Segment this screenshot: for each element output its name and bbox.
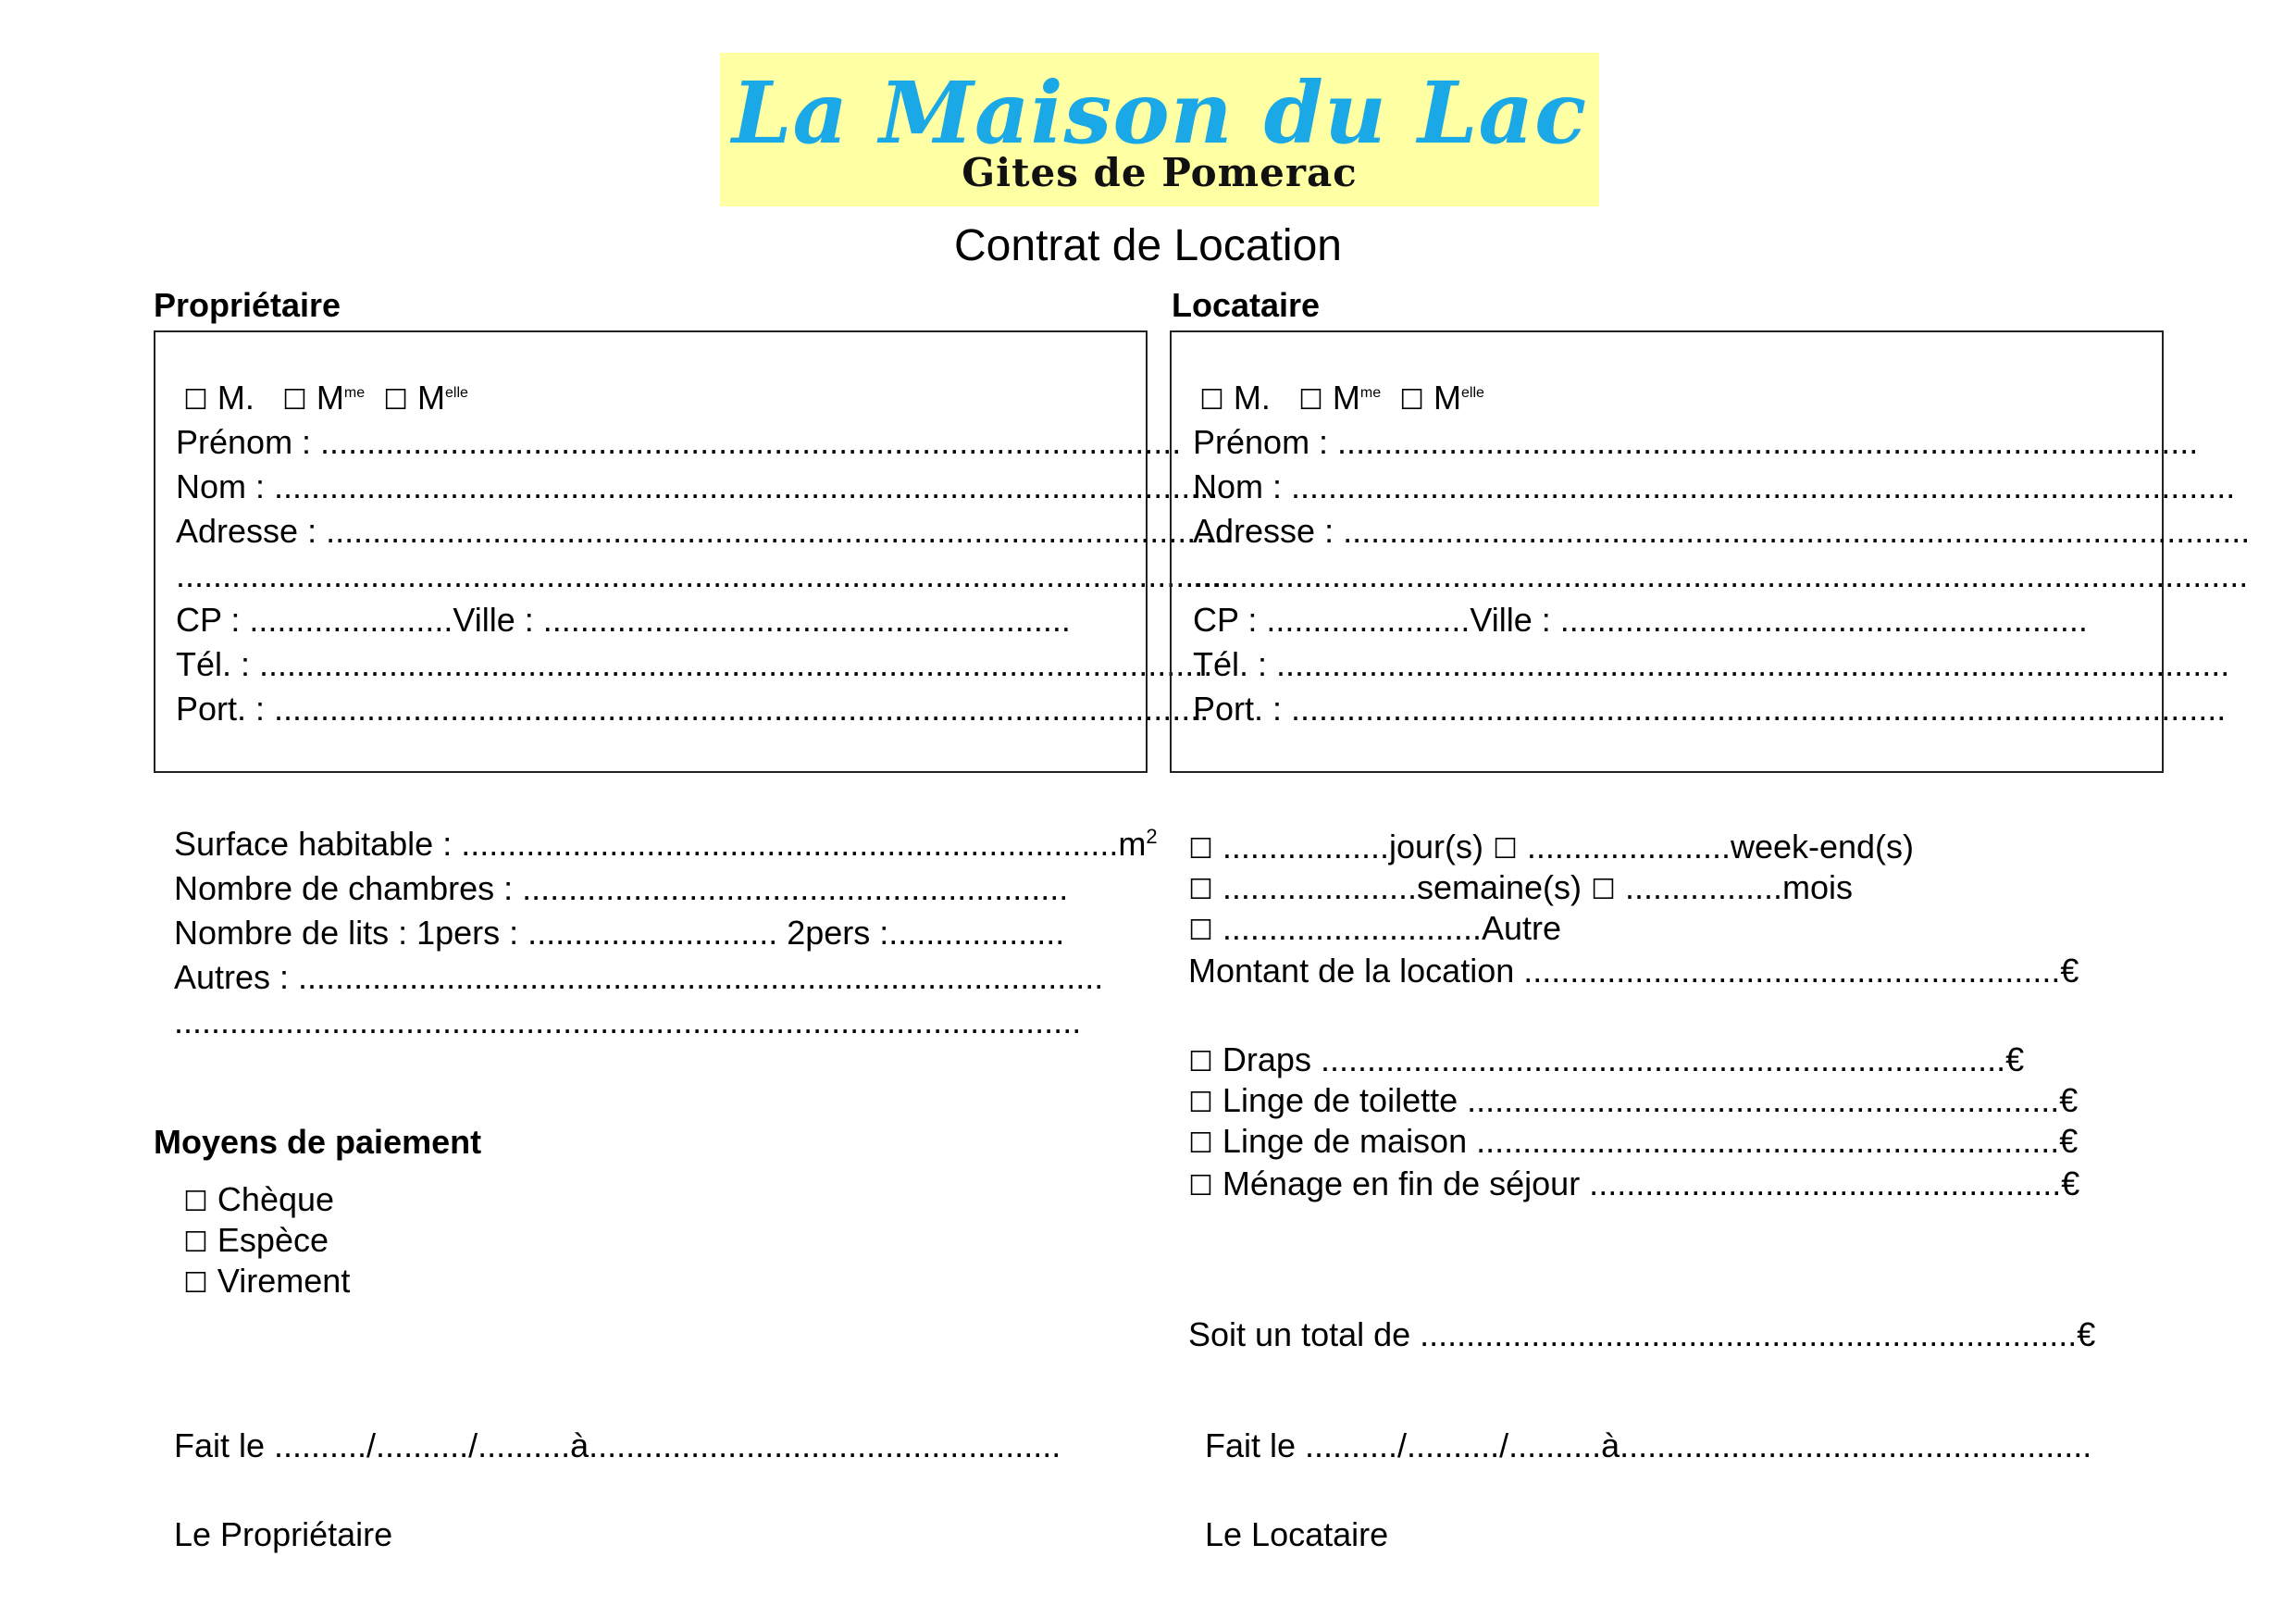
checkbox-virement[interactable]: ☐ — [183, 1267, 208, 1300]
duration-weekends-field[interactable]: ......................week-end(s) — [1526, 828, 1915, 866]
duration-mois-field[interactable]: .................mois — [1624, 868, 1853, 906]
checkbox-m-owner[interactable]: ☐ — [183, 384, 208, 417]
owner-adresse-field[interactable]: Adresse : .................................................................................................. — [176, 512, 1234, 550]
payment-option-label: Espèce — [217, 1221, 329, 1259]
checkbox-autre[interactable]: ☐ — [1188, 915, 1213, 947]
owner-tel-field[interactable]: Tél. : ....................................................................................................... — [176, 645, 1213, 683]
civility-mme-label: $M^{me}$ — [316, 379, 366, 417]
montant-field[interactable]: Montant de la location ..........................................................€ — [1188, 952, 2079, 990]
tenant-civility — [1199, 378, 1484, 421]
chambres-field[interactable]: Nombre de chambres : ........................................................... — [174, 869, 1069, 907]
owner-civility — [183, 378, 468, 421]
payment-section-title: Moyens de paiement — [154, 1123, 482, 1161]
owner-prenom-field[interactable]: Prénom : ............................................................................................. — [176, 423, 1182, 461]
tenant-adresse2-field[interactable]: .................................................................................................................. — [1193, 556, 2249, 594]
checkbox-mme-tenant[interactable]: ☐ — [1297, 384, 1323, 417]
civility-melle-label: $M^{elle}$ — [1433, 379, 1484, 417]
checkbox-mois[interactable]: ☐ — [1591, 874, 1616, 906]
checkbox-linge-toilette[interactable]: ☐ — [1188, 1087, 1213, 1119]
civility-mme-label: $M^{me}$ — [1332, 379, 1382, 417]
tenant-fait-le-field[interactable]: Fait le ........../........../..........à................................................... — [1205, 1426, 2092, 1464]
autres-field[interactable]: Autres : ....................................................................................... — [174, 958, 1104, 996]
brand-title: La Maison du Lac — [731, 63, 1588, 163]
surface-field[interactable]: Surface habitable : $.......................................................................m^2$ — [174, 825, 1158, 863]
owner-signature-label: Le Propriétaire — [174, 1515, 393, 1553]
owner-fait-le-field[interactable]: Fait le ........../........../..........à................................................... — [174, 1426, 1061, 1464]
document-title: Contrat de Location — [954, 221, 1342, 270]
extra-label: Linge de maison ...............................................................€ — [1222, 1122, 2079, 1160]
extra-draps[interactable] — [1188, 1040, 2024, 1083]
owner-port-field[interactable]: Port. : ..................................................................................................... — [176, 690, 1210, 728]
tenant-adresse-field[interactable]: Adresse : .................................................................................................. — [1193, 512, 2251, 550]
tenant-tel-field[interactable]: Tél. : ....................................................................................................... — [1193, 645, 2230, 683]
owner-nom-field[interactable]: Nom : ...................................................................................................... — [176, 467, 1219, 505]
total-field[interactable]: Soit un total de .......................................................................€ — [1188, 1315, 2096, 1353]
tenant-cp-ville-field[interactable]: CP : ......................Ville : ......................................................... — [1193, 601, 2088, 639]
checkbox-melle-owner[interactable]: ☐ — [383, 384, 409, 417]
civility-m-label: M. — [1233, 379, 1271, 417]
duration-row-1 — [1188, 827, 1914, 870]
civility-melle-label: $M^{elle}$ — [417, 379, 468, 417]
owner-cp-ville-field[interactable]: CP : ......................Ville : ......................................................... — [176, 601, 1071, 639]
extra-linge-maison[interactable] — [1188, 1121, 2078, 1164]
checkbox-semaines[interactable]: ☐ — [1188, 874, 1213, 906]
payment-option-label: Chèque — [217, 1180, 335, 1218]
lits-field[interactable]: Nombre de lits : 1pers : ........................... 2pers :................... — [174, 914, 1065, 952]
extra-label: Draps ..........................................................................€ — [1222, 1040, 2025, 1078]
tenant-port-field[interactable]: Port. : ..................................................................................................... — [1193, 690, 2227, 728]
checkbox-espece[interactable]: ☐ — [183, 1227, 208, 1259]
checkbox-linge-maison[interactable]: ☐ — [1188, 1127, 1213, 1160]
tenant-nom-field[interactable]: Nom : ...................................................................................................... — [1193, 467, 2236, 505]
header-banner — [720, 53, 1599, 206]
tenant-section-title: Locataire — [1172, 286, 1321, 324]
duration-jours-field[interactable]: ..................jour(s) — [1222, 828, 1483, 866]
checkbox-m-tenant[interactable]: ☐ — [1199, 384, 1224, 417]
extra-linge-toilette[interactable] — [1188, 1080, 2078, 1124]
payment-option-espece[interactable] — [183, 1220, 329, 1264]
owner-section-title: Propriétaire — [154, 286, 341, 324]
duration-autre-field[interactable]: ............................Autre — [1222, 909, 1562, 947]
checkbox-melle-tenant[interactable]: ☐ — [1399, 384, 1425, 417]
checkbox-draps[interactable]: ☐ — [1188, 1046, 1213, 1078]
checkbox-menage[interactable]: ☐ — [1188, 1170, 1213, 1202]
duration-row-2 — [1188, 867, 1853, 911]
owner-adresse2-field[interactable]: .................................................................................................................. — [176, 556, 1232, 594]
checkbox-jours[interactable]: ☐ — [1188, 833, 1213, 866]
checkbox-cheque[interactable]: ☐ — [183, 1186, 208, 1218]
checkbox-mme-owner[interactable]: ☐ — [281, 384, 307, 417]
brand-subtitle: Gites de Pomerac — [962, 150, 1358, 195]
duration-semaines-field[interactable]: .....................semaine(s) — [1222, 868, 1582, 906]
tenant-prenom-field[interactable]: Prénom : ............................................................................................. — [1193, 423, 2199, 461]
payment-option-cheque[interactable] — [183, 1179, 334, 1223]
extra-menage[interactable] — [1188, 1164, 2079, 1207]
autres2-field[interactable]: .................................................................................................. — [174, 1003, 1082, 1040]
payment-option-virement[interactable] — [183, 1261, 350, 1304]
checkbox-weekends[interactable]: ☐ — [1492, 833, 1518, 866]
extra-label: Ménage en fin de séjour ...................................................€ — [1222, 1164, 2080, 1202]
extra-label: Linge de toilette ................................................................€ — [1222, 1081, 2079, 1119]
tenant-signature-label: Le Locataire — [1205, 1515, 1389, 1553]
duration-row-3 — [1188, 908, 1561, 952]
civility-m-label: M. — [217, 379, 254, 417]
payment-option-label: Virement — [217, 1262, 351, 1300]
